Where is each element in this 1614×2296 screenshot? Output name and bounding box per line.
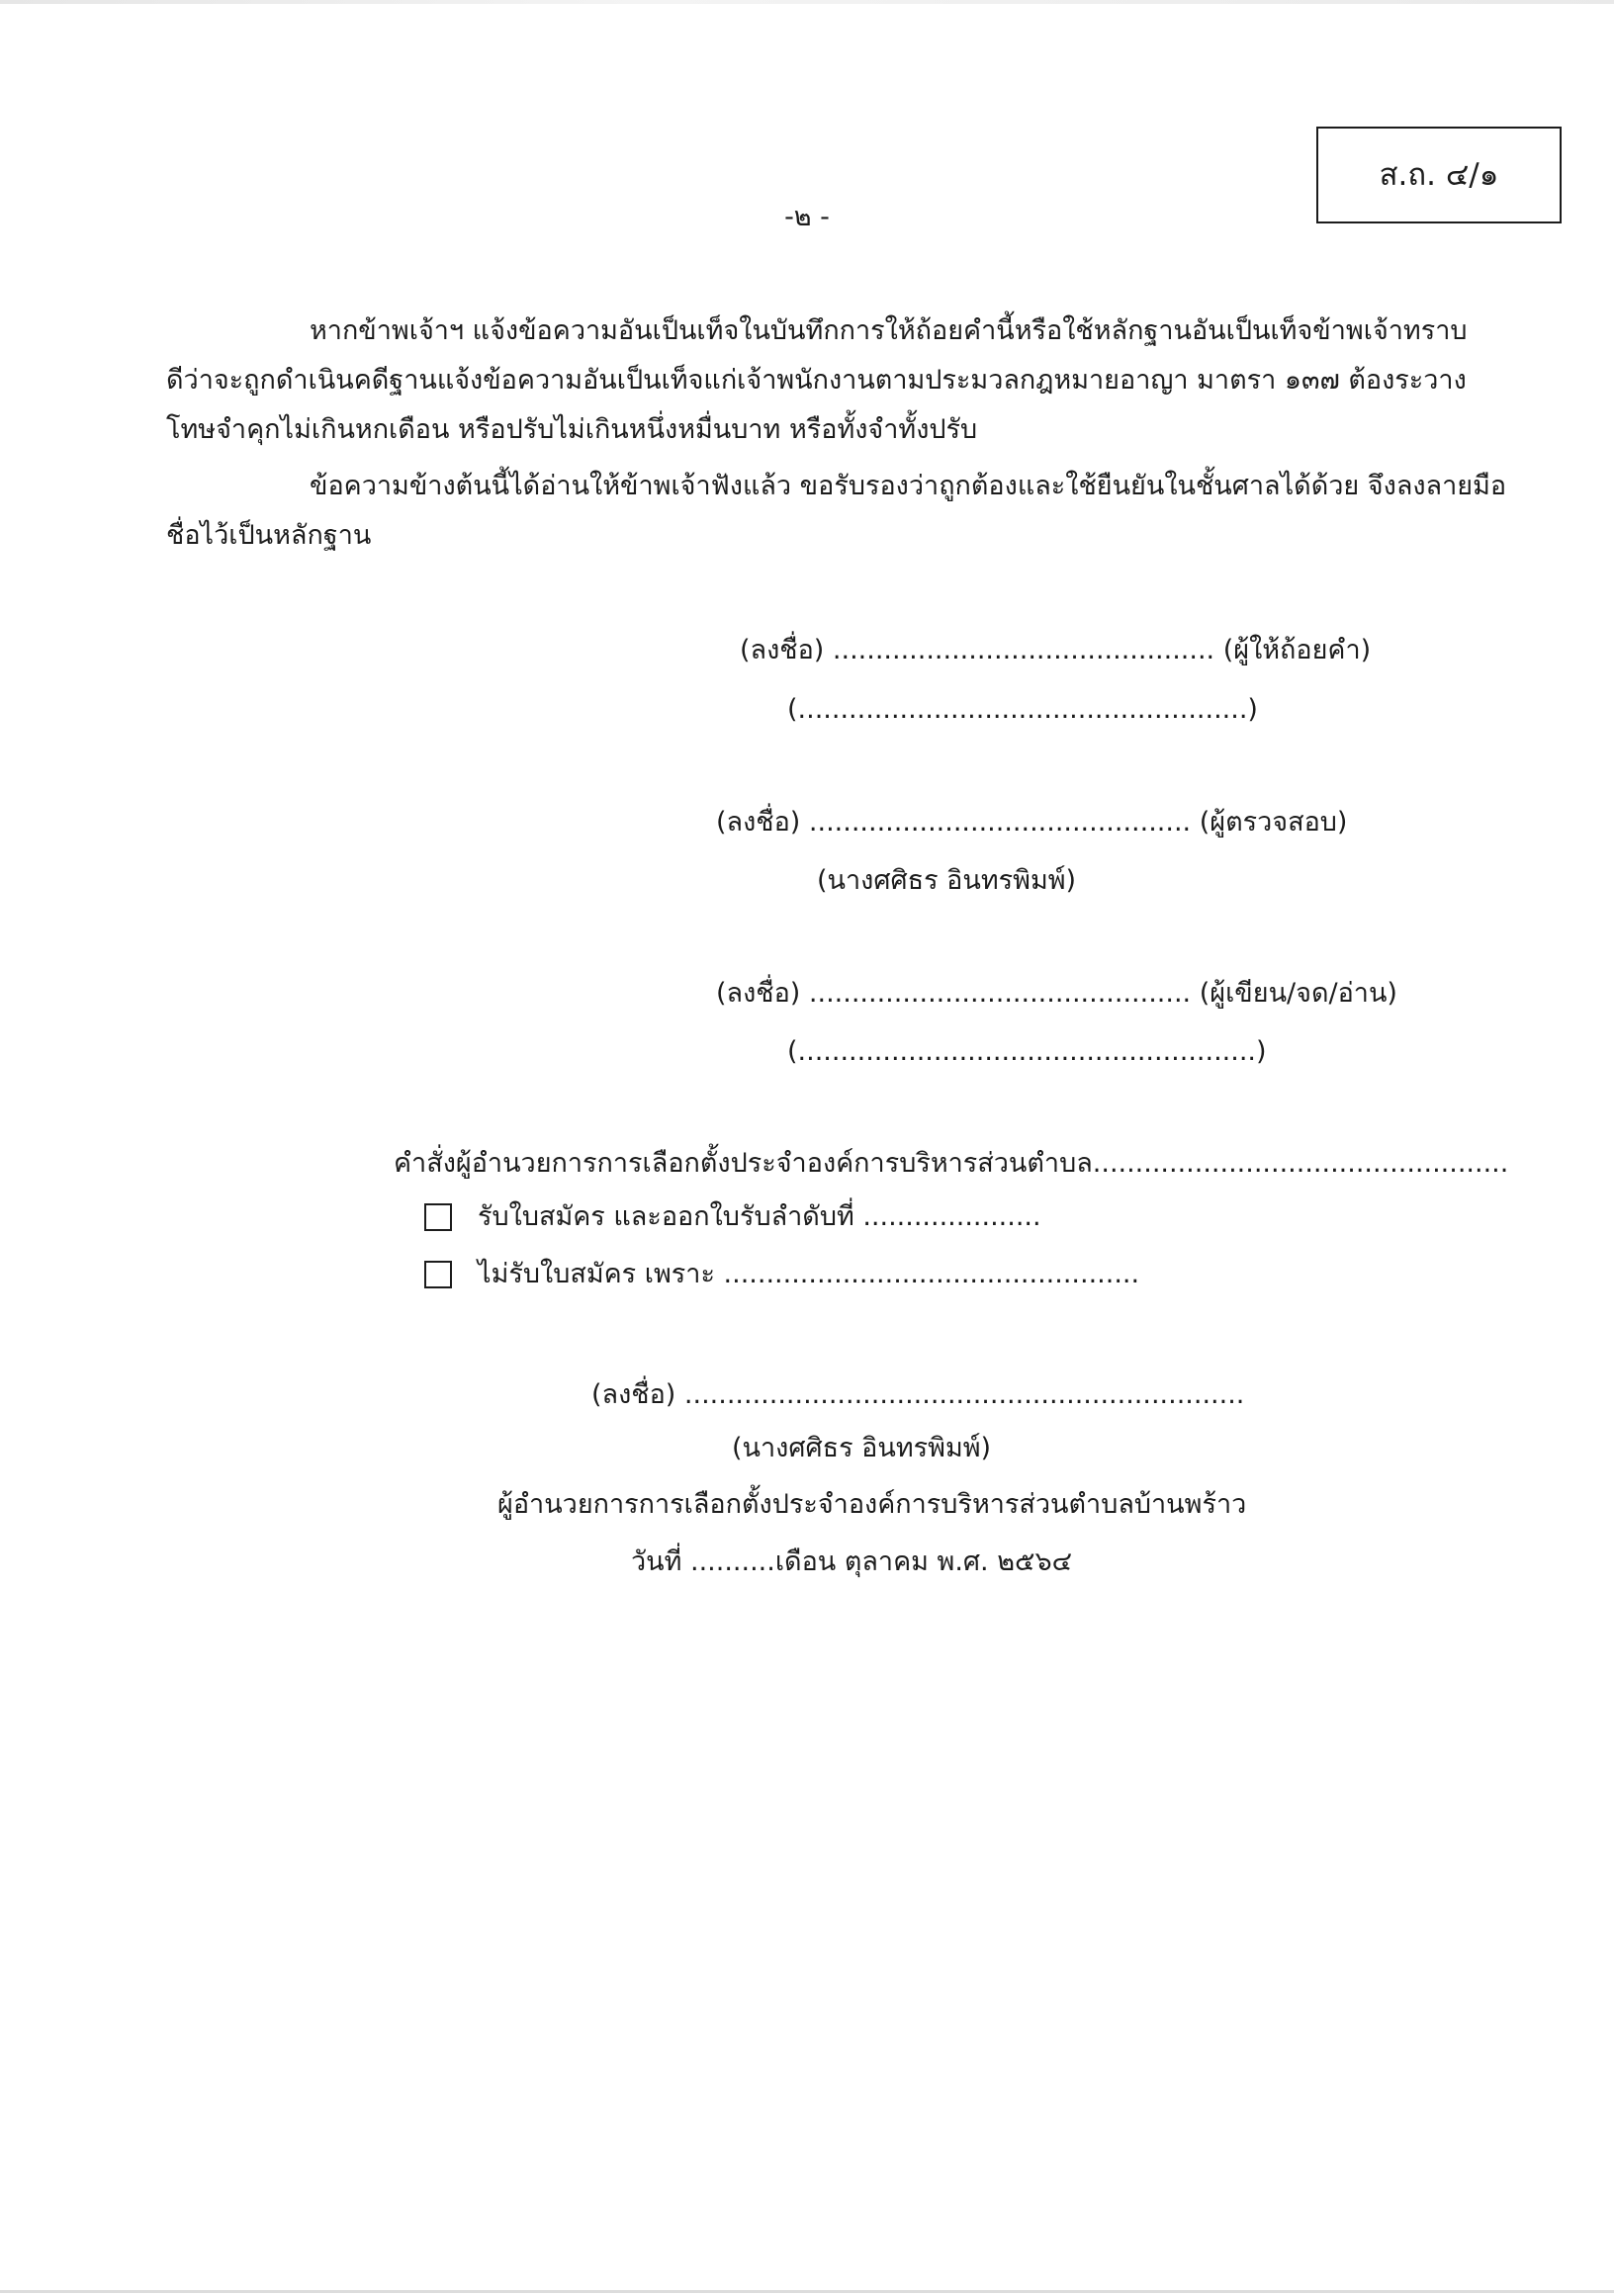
giver-signature-line: (ลงชื่อ) ............................................. (ผู้ให้ถ้อยคำ) xyxy=(740,635,1372,665)
inspector-name: (นางศศิธร อินทรพิมพ์) xyxy=(817,865,1077,896)
director-signature-line: (ลงชื่อ) .................................................................. xyxy=(591,1379,1245,1410)
page-number: -๒ - xyxy=(784,202,830,232)
form-code: ส.ถ. ๔/๑ xyxy=(1379,156,1499,193)
accept-option-label: รับใบสมัคร และออกใบรับลำดับที่ ..................... xyxy=(478,1201,1041,1232)
order-heading: คำสั่งผู้อำนวยการการเลือกตั้งประจำองค์การบริหารส่วนตำบล................................................. xyxy=(394,1148,1509,1179)
certification-line: ข้อความข้างต้นนี้ได้อ่านให้ข้าพเจ้าฟังแล้ว ขอรับรองว่าถูกต้องและใช้ยืนยันในชั้นศาลได้ด้วย จึงลงลายมือ xyxy=(310,471,1507,501)
inspector-signature-line: (ลงชื่อ) ............................................. (ผู้ตรวจสอบ) xyxy=(716,807,1348,838)
statement-line: หากข้าพเจ้าฯ แจ้งข้อความอันเป็นเท็จในบันทึกการให้ถ้อยคำนี้หรือใช้หลักฐานอันเป็นเท็จข้าพเจ้าทราบ xyxy=(310,315,1468,346)
writer-name-blank: (......................................................) xyxy=(787,1036,1267,1067)
certification-line: ชื่อไว้เป็นหลักฐาน xyxy=(166,520,372,551)
statement-line: ดีว่าจะถูกดำเนินคดีฐานแจ้งข้อความอันเป็นเท็จแก่เจ้าพนักงานตามประมวลกฎหมายอาญา มาตรา ๑๓๗ ต้องระวาง xyxy=(166,365,1467,396)
scan-bottom-edge xyxy=(0,2290,1614,2293)
director-name: (นางศศิธร อินทรพิมพ์) xyxy=(732,1433,992,1463)
scan-top-edge xyxy=(0,0,1614,4)
statement-line: โทษจำคุกไม่เกินหกเดือน หรือปรับไม่เกินหนึ่งหมื่นบาท หรือทั้งจำทั้งปรับ xyxy=(166,414,978,445)
giver-name-blank: (.....................................................) xyxy=(787,694,1258,725)
writer-signature-line: (ลงชื่อ) ............................................. (ผู้เขียน/จด/อ่าน) xyxy=(716,978,1397,1009)
date-line: วันที่ ..........เดือน ตุลาคม พ.ศ. ๒๕๖๔ xyxy=(631,1546,1073,1577)
reject-checkbox[interactable] xyxy=(424,1261,452,1288)
accept-checkbox[interactable] xyxy=(424,1203,452,1231)
director-title: ผู้อำนวยการการเลือกตั้งประจำองค์การบริหารส่วนตำบลบ้านพร้าว xyxy=(497,1489,1247,1520)
reject-option-label: ไม่รับใบสมัคร เพราะ ................................................. xyxy=(478,1259,1140,1289)
